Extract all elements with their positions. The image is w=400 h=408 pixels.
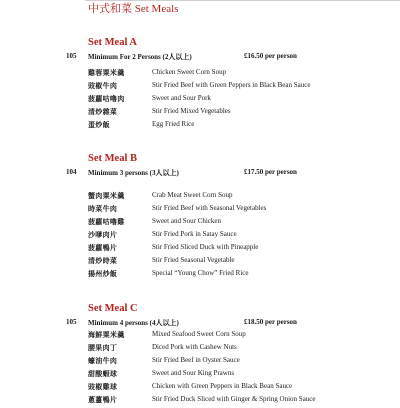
dish-chinese-name: 腰果肉丁 — [88, 344, 118, 352]
dish-english-name: Chicken with Green Peppers in Black Bean Sauce — [152, 382, 293, 390]
dish-chinese-name: 揚州炒飯 — [88, 270, 118, 278]
dish-english-name: Egg Fried Rice — [152, 120, 195, 128]
dish-english-name: Special “Young Chow” Fried Rice — [152, 269, 249, 277]
dish-row — [0, 230, 400, 243]
page-title: 中式和菜 Set Meals — [88, 3, 179, 15]
dish-english-name: Sweet and Sour King Prawns — [152, 369, 235, 377]
dish-english-name: Sweet and Sour Pork — [152, 94, 211, 102]
dish-row — [0, 217, 400, 230]
dish-english-name: Stir Fried Beef in Oyster Sauce — [152, 356, 240, 364]
dish-chinese-name: 時菜牛肉 — [88, 205, 118, 213]
dish-chinese-name: 海鮮粟米羹 — [88, 331, 125, 339]
dish-row — [0, 330, 400, 343]
set-meal-price: £16.50 per person — [244, 52, 297, 60]
dish-chinese-name: 菠蘿鴨片 — [88, 244, 118, 252]
set-meal-minimum: Minimum For 2 Persons (2人以上) — [88, 53, 192, 61]
dish-row — [0, 120, 400, 133]
set-meal-title: Set Meal B — [88, 153, 137, 164]
set-meal-minimum: Minimum 4 persons (4人以上) — [88, 319, 179, 327]
dish-english-name: Mixed Seafood Sweet Corn Soup — [152, 330, 246, 338]
dish-english-name: Stir Fried Mixed Vegetables — [152, 107, 231, 115]
dish-english-name: Crab Meat Sweet Corn Soup — [152, 191, 233, 199]
dish-row — [0, 369, 400, 382]
dish-english-name: Diced Pork with Cashew Nuts — [152, 343, 237, 351]
dish-row — [0, 269, 400, 282]
dish-chinese-name: 菠蘿咕嚕肉 — [88, 95, 125, 103]
dish-chinese-name: 沙嗲肉片 — [88, 231, 118, 239]
dish-row — [0, 382, 400, 395]
dish-chinese-name: 清炒時菜 — [88, 257, 118, 265]
dish-row — [0, 107, 400, 120]
dish-row — [0, 356, 400, 369]
dish-english-name: Stir Fried Beef with Green Peppers in Black Bean Sauce — [152, 81, 311, 89]
dish-row — [0, 68, 400, 81]
dish-row — [0, 191, 400, 204]
dish-english-name: Stir Fried Beef with Seasonal Vegetables — [152, 204, 267, 212]
dish-english-name: Chicken Sweet Corn Soup — [152, 68, 227, 76]
dish-english-name: Stir Fried Pork in Satay Sauce — [152, 230, 237, 238]
dish-chinese-name: 雞蓉粟米羹 — [88, 69, 125, 77]
dish-english-name: Sweet and Sour Chicken — [152, 217, 222, 225]
set-meal-code: 105 — [66, 318, 77, 326]
dish-row — [0, 243, 400, 256]
dish-english-name: Stir Fried Duck Sliced with Ginger & Spring Onion Sauce — [152, 395, 316, 403]
dish-chinese-name: 豉椒牛肉 — [88, 82, 118, 90]
dish-row — [0, 204, 400, 217]
dish-row — [0, 343, 400, 356]
dish-chinese-name: 蠔油牛肉 — [88, 357, 118, 365]
dish-chinese-name: 豉椒雞球 — [88, 383, 118, 391]
set-meal-price: £17.50 per person — [244, 168, 297, 176]
dish-chinese-name: 甜酸蝦球 — [88, 370, 118, 378]
dish-english-name: Stir Fried Sliced Duck with Pineapple — [152, 243, 259, 251]
set-meal-title: Set Meal A — [88, 37, 137, 48]
dish-row — [0, 81, 400, 94]
dish-english-name: Stir Fried Seasonal Vegetable — [152, 256, 235, 264]
set-meal-title: Set Meal C — [88, 303, 138, 314]
dish-row — [0, 94, 400, 107]
dish-chinese-name: 蟹肉粟米羹 — [88, 192, 125, 200]
set-meal-code: 105 — [66, 52, 77, 60]
dish-chinese-name: 清炒雜菜 — [88, 108, 118, 116]
dish-chinese-name: 菠蘿咕嚕雞 — [88, 218, 125, 226]
dish-row — [0, 395, 400, 408]
dish-chinese-name: 蔥薑鴨片 — [88, 396, 118, 404]
set-meal-code: 104 — [66, 168, 77, 176]
set-meal-price: £18.50 per person — [244, 318, 297, 326]
dish-row — [0, 256, 400, 269]
set-meal-minimum: Minimum 3 persons (3人以上) — [88, 169, 179, 177]
dish-chinese-name: 蛋炒飯 — [88, 121, 110, 129]
